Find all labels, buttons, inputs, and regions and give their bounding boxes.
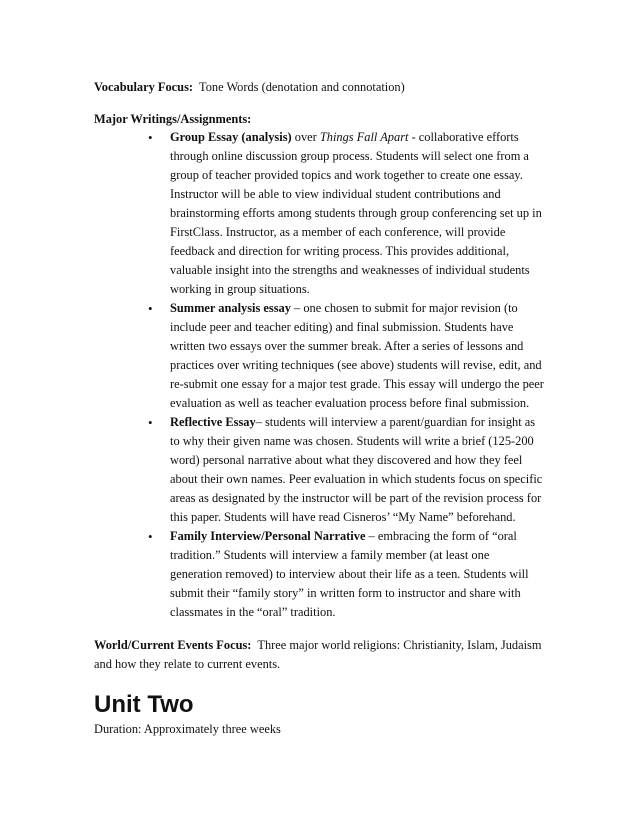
assignment-text: – students will interview a parent/guardian for insight as to why their given name was chosen. Students will write a brief (125-200 word) personal narrative about what they discovered and how they feel about their own names. Peer evaluation in which students focus on specific areas as designated by the instructor will be part of the revision process for this paper. Students will have read Cisneros’ “My Name” beforehand. (170, 415, 543, 524)
assignment-item (94, 299, 544, 413)
vocabulary-focus (94, 78, 544, 97)
assignment-item (94, 413, 544, 527)
world-events-text: Three major world religions: Christianity, Islam, Judaism and how they relate to current events. (94, 638, 542, 671)
assignment-text: - collaborative efforts through online discussion group process. Students will select one from a group of teacher provided topics and work together to create one essay. Instructor will be able to view individual student contributions and brainstorming efforts among students through group conferencing set up in FirstClass. Instructor, as a member of each conference, will provide feedback and direction for writing process. This provides additional, valuable insight into the strengths and weaknesses of individual students working in group situations. (170, 130, 542, 296)
major-writings-heading: Major Writings/Assignments: (94, 112, 252, 126)
unit-duration: Duration: Approximately three weeks (94, 722, 281, 736)
vocabulary-focus-label: Vocabulary Focus: (94, 80, 194, 94)
assignment-title: Family Interview/Personal Narrative (170, 529, 366, 543)
assignment-text: – embracing the form of “oral tradition.” Students will interview a family member (at least one generation removed) to interview about their life as a teen. Students will submit their “family story” in written form to instructor and share with classmates in the “oral” tradition. (170, 529, 529, 619)
assignment-text-pre: over (291, 130, 320, 144)
assignment-item (94, 128, 544, 299)
assignment-title: Group Essay (analysis) (170, 130, 292, 144)
assignment-title: Summer analysis essay (170, 301, 291, 315)
bullet-icon: • (148, 130, 153, 145)
assignment-item (94, 527, 544, 622)
world-events-focus (94, 636, 544, 674)
assignment-text: – one chosen to submit for major revision (to include peer and teacher editing) and final submission. Students have written two essays over the summer break. After a series of lessons and practices over writing techniques (see above) students will revise, edit, and re-submit one essay for a major test grade. This essay will undergo the peer evaluation as well as teacher evaluation process before final submission. (170, 301, 544, 410)
unit-title: Unit Two (94, 691, 194, 718)
world-events-label: World/Current Events Focus: (94, 638, 252, 652)
book-title: Things Fall Apart (319, 130, 409, 144)
bullet-icon: • (148, 415, 153, 430)
bullet-icon: • (148, 529, 153, 544)
assignment-title: Reflective Essay (170, 415, 256, 429)
assignments-list (94, 128, 544, 622)
vocabulary-focus-text: Tone Words (denotation and connotation) (199, 80, 405, 94)
bullet-icon: • (148, 301, 153, 316)
